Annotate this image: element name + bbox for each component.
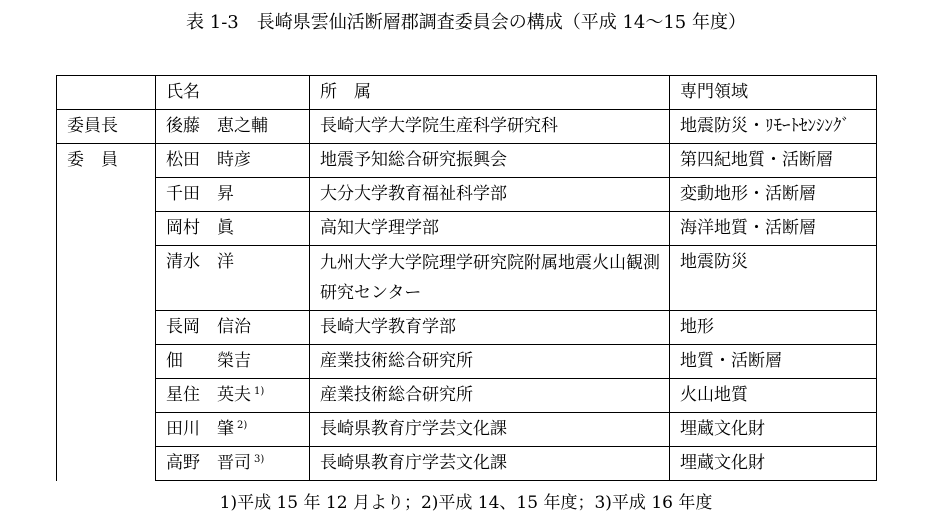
name-cell bbox=[156, 413, 310, 447]
table-row bbox=[57, 447, 877, 481]
header-affiliation: 所 属 bbox=[310, 76, 670, 110]
field-cell: 海洋地質・活断層 bbox=[670, 212, 877, 246]
affiliation-cell: 長崎大学教育学部 bbox=[310, 311, 670, 345]
name-cell bbox=[156, 144, 310, 178]
affiliation-cell: 高知大学理学部 bbox=[310, 212, 670, 246]
header-row bbox=[57, 76, 877, 110]
member-name: 長岡 信治 bbox=[166, 317, 251, 337]
name-cell bbox=[156, 345, 310, 379]
footnote: 1)平成 15 年 12 月より；2)平成 14、15 年度；3)平成 16 年度 bbox=[219, 493, 713, 513]
name-cell bbox=[156, 110, 310, 144]
member-name: 清水 洋 bbox=[166, 252, 234, 272]
member-name: 高野 晋司 bbox=[166, 453, 251, 473]
field-cell: 地震防災 bbox=[670, 246, 877, 311]
header-role bbox=[57, 76, 156, 110]
member-name: 星住 英夫 bbox=[166, 385, 251, 405]
member-name: 岡村 眞 bbox=[166, 218, 234, 238]
committee-table bbox=[56, 75, 877, 481]
field-cell: 埋蔵文化財 bbox=[670, 447, 877, 481]
affiliation-cell: 長崎県教育庁学芸文化課 bbox=[310, 447, 670, 481]
table-title: 表 1-3 長崎県雲仙活断層郡調査委員会の構成（平成 14～15 年度） bbox=[186, 12, 746, 33]
role-cell: 委員長 bbox=[57, 110, 156, 144]
name-cell bbox=[156, 379, 310, 413]
table-row bbox=[57, 246, 877, 311]
affiliation-cell: 長崎県教育庁学芸文化課 bbox=[310, 413, 670, 447]
field-cell: 地形 bbox=[670, 311, 877, 345]
footnote-marker: 2) bbox=[237, 420, 248, 431]
table-row bbox=[57, 110, 877, 144]
header-name: 氏名 bbox=[156, 76, 310, 110]
member-name: 田川 肇 bbox=[166, 419, 234, 439]
member-name: 後藤 恵之輔 bbox=[166, 116, 268, 136]
table-row bbox=[57, 345, 877, 379]
field-cell: 埋蔵文化財 bbox=[670, 413, 877, 447]
table-row bbox=[57, 178, 877, 212]
table-row bbox=[57, 212, 877, 246]
field-cell: 火山地質 bbox=[670, 379, 877, 413]
table-row bbox=[57, 144, 877, 178]
member-name: 松田 時彦 bbox=[166, 150, 251, 170]
name-cell bbox=[156, 178, 310, 212]
member-name: 佃 榮吉 bbox=[166, 351, 251, 371]
header-field: 専門領域 bbox=[670, 76, 877, 110]
affiliation-cell: 大分大学教育福祉科学部 bbox=[310, 178, 670, 212]
name-cell bbox=[156, 212, 310, 246]
footnote-marker: 3) bbox=[254, 454, 265, 465]
member-name: 千田 昇 bbox=[166, 184, 234, 204]
field-cell: 変動地形・活断層 bbox=[670, 178, 877, 212]
table-row bbox=[57, 379, 877, 413]
footnote-marker: 1) bbox=[254, 386, 265, 397]
role-cell: 委 員 bbox=[57, 144, 156, 481]
affiliation-cell: 地震予知総合研究振興会 bbox=[310, 144, 670, 178]
table-row bbox=[57, 311, 877, 345]
affiliation-cell: 産業技術総合研究所 bbox=[310, 345, 670, 379]
name-cell bbox=[156, 246, 310, 311]
name-cell bbox=[156, 311, 310, 345]
affiliation-cell: 産業技術総合研究所 bbox=[310, 379, 670, 413]
field-cell: 地質・活断層 bbox=[670, 345, 877, 379]
table-row bbox=[57, 413, 877, 447]
field-cell: 地震防災・ﾘﾓｰﾄｾﾝｼﾝｸﾞ bbox=[670, 110, 877, 144]
affiliation-cell: 長崎大学大学院生産科学研究科 bbox=[310, 110, 670, 144]
field-cell: 第四紀地質・活断層 bbox=[670, 144, 877, 178]
affiliation-cell: 九州大学大学院理学研究院附属地震火山観測研究センター bbox=[310, 246, 670, 311]
name-cell bbox=[156, 447, 310, 481]
